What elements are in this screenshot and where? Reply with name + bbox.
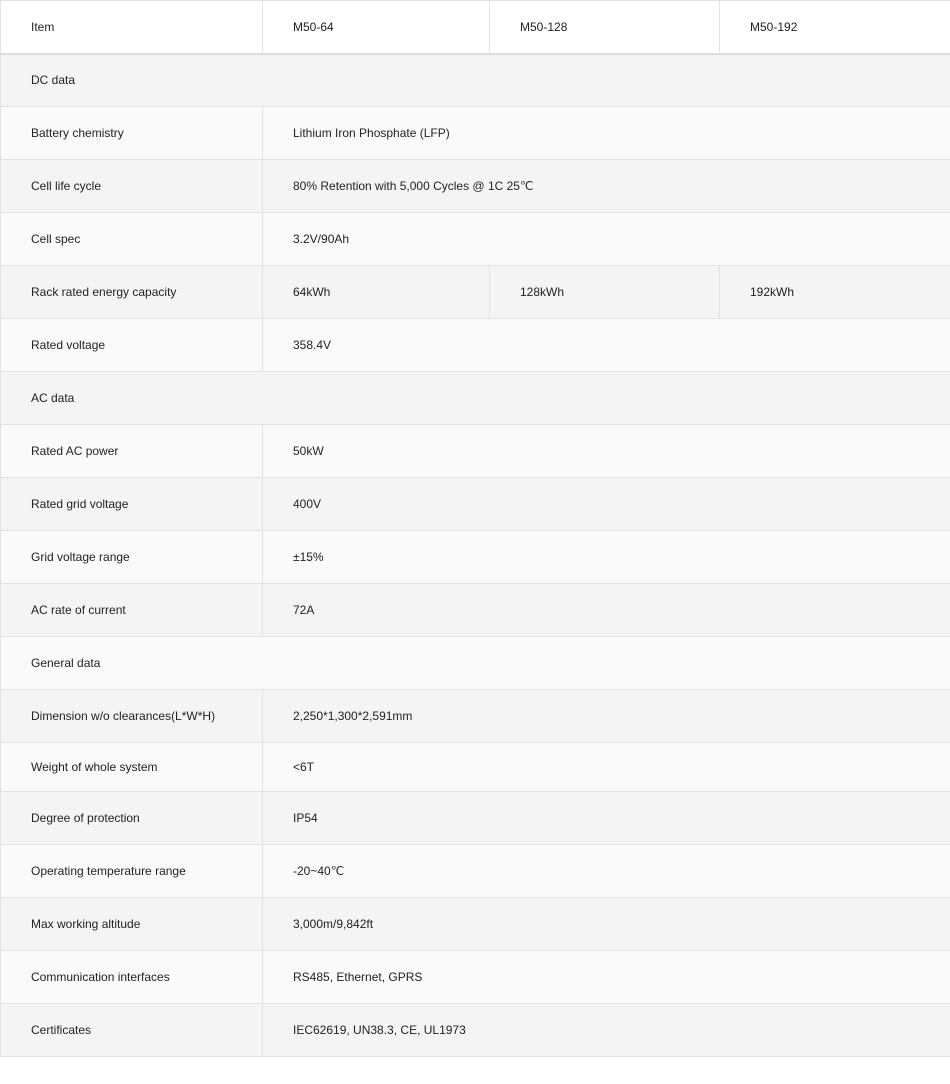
section-title-ac: AC data xyxy=(1,372,950,425)
section-title-dc: DC data xyxy=(1,54,950,107)
row-cell-life-cycle xyxy=(1,160,950,213)
row-value: 50kW xyxy=(263,425,950,478)
row-altitude xyxy=(1,898,950,951)
row-rated-ac-power xyxy=(1,425,950,478)
row-operating-temp xyxy=(1,845,950,898)
row-value: IP54 xyxy=(263,792,950,845)
row-label: Rated grid voltage xyxy=(1,478,263,531)
row-dimension xyxy=(1,690,950,743)
row-ac-current xyxy=(1,584,950,637)
section-row-dc xyxy=(1,54,950,107)
row-label: Grid voltage range xyxy=(1,531,263,584)
row-label: AC rate of current xyxy=(1,584,263,637)
header-model-m50-192: M50-192 xyxy=(720,1,950,54)
row-value-m50-128: 128kWh xyxy=(490,266,720,319)
row-label: Dimension w/o clearances(L*W*H) xyxy=(1,690,263,743)
row-label: Battery chemistry xyxy=(1,107,263,160)
header-row xyxy=(1,1,950,54)
row-rated-voltage xyxy=(1,319,950,372)
row-value: ±15% xyxy=(263,531,950,584)
row-label: Rated AC power xyxy=(1,425,263,478)
row-label: Cell life cycle xyxy=(1,160,263,213)
row-label: Certificates xyxy=(1,1004,263,1057)
header-item: Item xyxy=(1,1,263,54)
row-value: 80% Retention with 5,000 Cycles @ 1C 25℃ xyxy=(263,160,950,213)
row-label: Communication interfaces xyxy=(1,951,263,1004)
row-label: Rated voltage xyxy=(1,319,263,372)
row-value: 2,250*1,300*2,591mm xyxy=(263,690,950,743)
row-value: -20~40℃ xyxy=(263,845,950,898)
row-value: RS485, Ethernet, GPRS xyxy=(263,951,950,1004)
row-label: Weight of whole system xyxy=(1,743,263,792)
row-rack-capacity xyxy=(1,266,950,319)
row-value: Lithium Iron Phosphate (LFP) xyxy=(263,107,950,160)
header-model-m50-64: M50-64 xyxy=(263,1,490,54)
row-value: 72A xyxy=(263,584,950,637)
row-weight xyxy=(1,743,950,792)
row-protection xyxy=(1,792,950,845)
row-label: Degree of protection xyxy=(1,792,263,845)
row-label: Operating temperature range xyxy=(1,845,263,898)
row-grid-voltage-range xyxy=(1,531,950,584)
row-battery-chemistry xyxy=(1,107,950,160)
row-value: 3.2V/90Ah xyxy=(263,213,950,266)
row-cell-spec xyxy=(1,213,950,266)
row-label: Max working altitude xyxy=(1,898,263,951)
row-rated-grid-voltage xyxy=(1,478,950,531)
row-value: 3,000m/9,842ft xyxy=(263,898,950,951)
row-label: Rack rated energy capacity xyxy=(1,266,263,319)
row-label: Cell spec xyxy=(1,213,263,266)
row-value: 400V xyxy=(263,478,950,531)
section-row-ac xyxy=(1,372,950,425)
row-value: 358.4V xyxy=(263,319,950,372)
row-value: <6T xyxy=(263,743,950,792)
section-title-general: General data xyxy=(1,637,950,690)
row-value: IEC62619, UN38.3, CE, UL1973 xyxy=(263,1004,950,1057)
row-communication xyxy=(1,951,950,1004)
header-model-m50-128: M50-128 xyxy=(490,1,720,54)
section-row-general xyxy=(1,637,950,690)
row-value-m50-192: 192kWh xyxy=(720,266,950,319)
row-certificates xyxy=(1,1004,950,1057)
row-value-m50-64: 64kWh xyxy=(263,266,490,319)
